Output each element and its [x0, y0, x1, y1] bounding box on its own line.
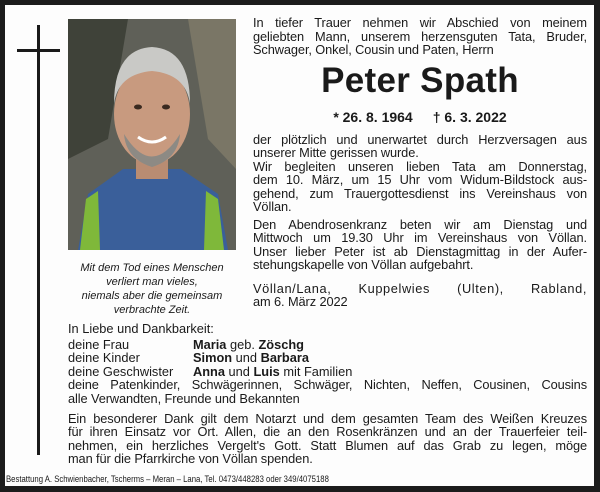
family-wife: Maria geb. Zöschg [193, 337, 304, 352]
place-line: Völlan/Lana, Kuppelwies (Ulten), Rabland, [253, 281, 587, 296]
deceased-name: Peter Spath [321, 61, 519, 100]
closing-line: für ihren Einsatz vor Ort. Allen, die an den Rosenkränzen und an der Trauerfeier teil- [68, 424, 587, 439]
body-line: Völlan. [253, 199, 292, 214]
cross-icon-bar [17, 49, 60, 52]
quote-line: niemals aber die gemeinsam [81, 290, 223, 302]
obituary-notice [5, 5, 594, 486]
family-label: deine Kinder [68, 350, 140, 365]
birth-date: * 26. 8. 1964 [333, 109, 413, 125]
body-line: Unser lieber Peter ist ab Dienstagmittag in der Aufer- [253, 244, 587, 259]
quote-line: verliert man vieles, [106, 276, 198, 288]
cross-icon [37, 25, 40, 455]
closing-line: Ein besonderer Dank gilt dem Notarzt und dem gesamten Team des Weißen Kreuzes [68, 411, 587, 426]
family-label: deine Frau [68, 337, 130, 352]
family-children: Simon und Barbara [193, 350, 309, 365]
body-line: dem 10. März, um 15 Uhr vom Widum-Bildstock aus- [253, 172, 587, 187]
closing-line: nehmen, ein herzliches Vergelt's Gott. Statt Blumen auf das Grab zu legen, möge [68, 438, 587, 453]
thanks-heading: In Liebe und Dankbarkeit: [68, 321, 214, 336]
quote-line: verbrachte Zeit. [113, 304, 191, 316]
life-dates [253, 109, 587, 125]
body-line: Wir begleiten unseren lieben Tata am Donnerstag, [253, 159, 587, 174]
intro-line: Schwager, Onkel, Cousin und Paten, Herrn [253, 42, 494, 57]
funeral-home-footer: Bestattung A. Schwienbacher, Tscherms – Meran – Lana, Tel. 0473/448283 oder 349/4075188 [6, 474, 329, 484]
family-siblings: Anna und Luis mit Familien [193, 364, 353, 379]
family-label: deine Geschwister [68, 364, 174, 379]
intro-line: geliebten Mann, unserem herzensguten Tata, Bruder, [253, 29, 587, 44]
portrait-photo [68, 19, 236, 250]
family-line: deine Patenkinder, Schwägerinnen, Schwäger, Nichten, Neffen, Cousinen, Cousins [68, 377, 587, 392]
family-line: alle Verwandten, Freunde und Bekannten [68, 391, 300, 406]
body-line: der plötzlich und unerwartet durch Herzversagen aus [253, 132, 587, 147]
body-line: Den Abendrosenkranz beten wir am Dienstag und [253, 217, 587, 232]
place-line: am 6. März 2022 [253, 294, 348, 309]
body-line: Mittwoch um 19.30 Uhr im Vereinshaus von Völlan. [253, 230, 587, 245]
body-line: stehungskapelle von Völlan aufgebahrt. [253, 257, 474, 272]
closing-line: man für die Pfarrkirche von Völlan spenden. [68, 451, 313, 466]
death-date: † 6. 3. 2022 [432, 109, 507, 125]
intro-line: In tiefer Trauer nehmen wir Abschied von meinem [253, 15, 587, 30]
body-line: unserer Mitte gerissen wurde. [253, 145, 419, 160]
body-line: gehend, zum Trauergottesdienst ins Vereinshaus von [253, 186, 587, 201]
quote-line: Mit dem Tod eines Menschen [80, 262, 224, 274]
